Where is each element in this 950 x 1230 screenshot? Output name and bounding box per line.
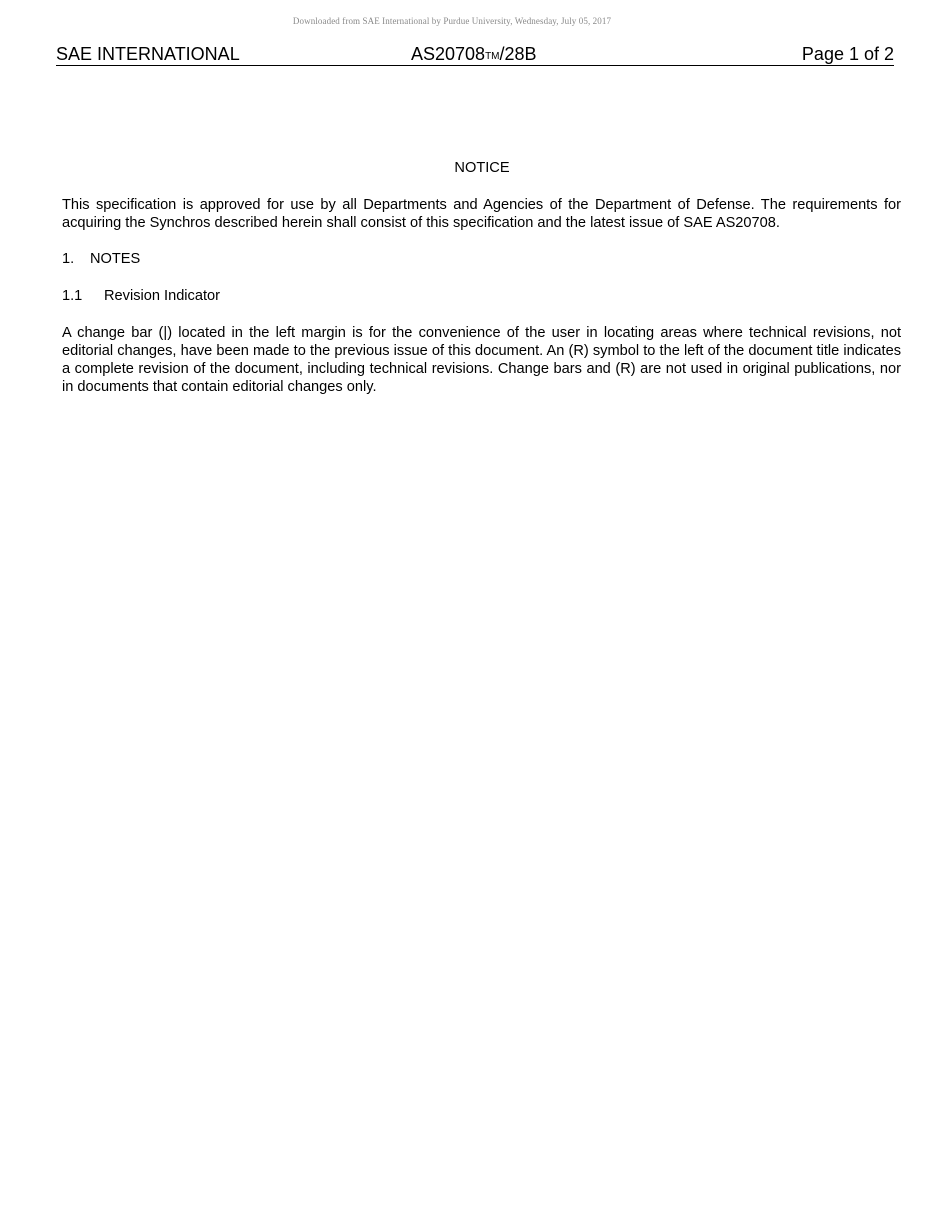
download-watermark: Downloaded from SAE International by Purdue University, Wednesday, July 05, 2017 — [292, 16, 612, 26]
header-document-number — [411, 44, 537, 67]
notice-title: NOTICE — [454, 160, 510, 176]
subsection-heading-revision-indicator — [62, 287, 901, 305]
header-page-number: Page 1 of 2 — [801, 44, 894, 64]
header-trademark: TM — [485, 51, 500, 62]
section-heading-notes — [62, 250, 901, 268]
notice-paragraph: This specification is approved for use by all Departments and Agencies of the Department of Defense. The requirements for acquiring the Synchros described herein shall consist of this specification and the latest issue of SAE AS20708. — [62, 197, 901, 231]
header-doc-id: AS20708 — [411, 44, 486, 64]
page-header — [56, 44, 894, 66]
section-title: NOTES — [90, 251, 141, 267]
subsection-title: Revision Indicator — [104, 288, 220, 304]
header-revision: /28B — [499, 44, 537, 64]
subsection-number: 1.1 — [62, 288, 83, 304]
revision-indicator-paragraph: A change bar (|) located in the left margin is for the convenience of the user in locating areas where technical revisions, not editorial changes, have been made to the previous issue of this document. An (R) symbol to the left of the document title indicates a complete revision of the document, including technical revisions. Change bars and (R) are not used in original publications, nor in documents that contain editorial changes only. — [62, 325, 901, 395]
header-publisher: SAE INTERNATIONAL — [56, 44, 240, 64]
section-number: 1. — [62, 251, 75, 267]
document-body — [62, 159, 901, 396]
